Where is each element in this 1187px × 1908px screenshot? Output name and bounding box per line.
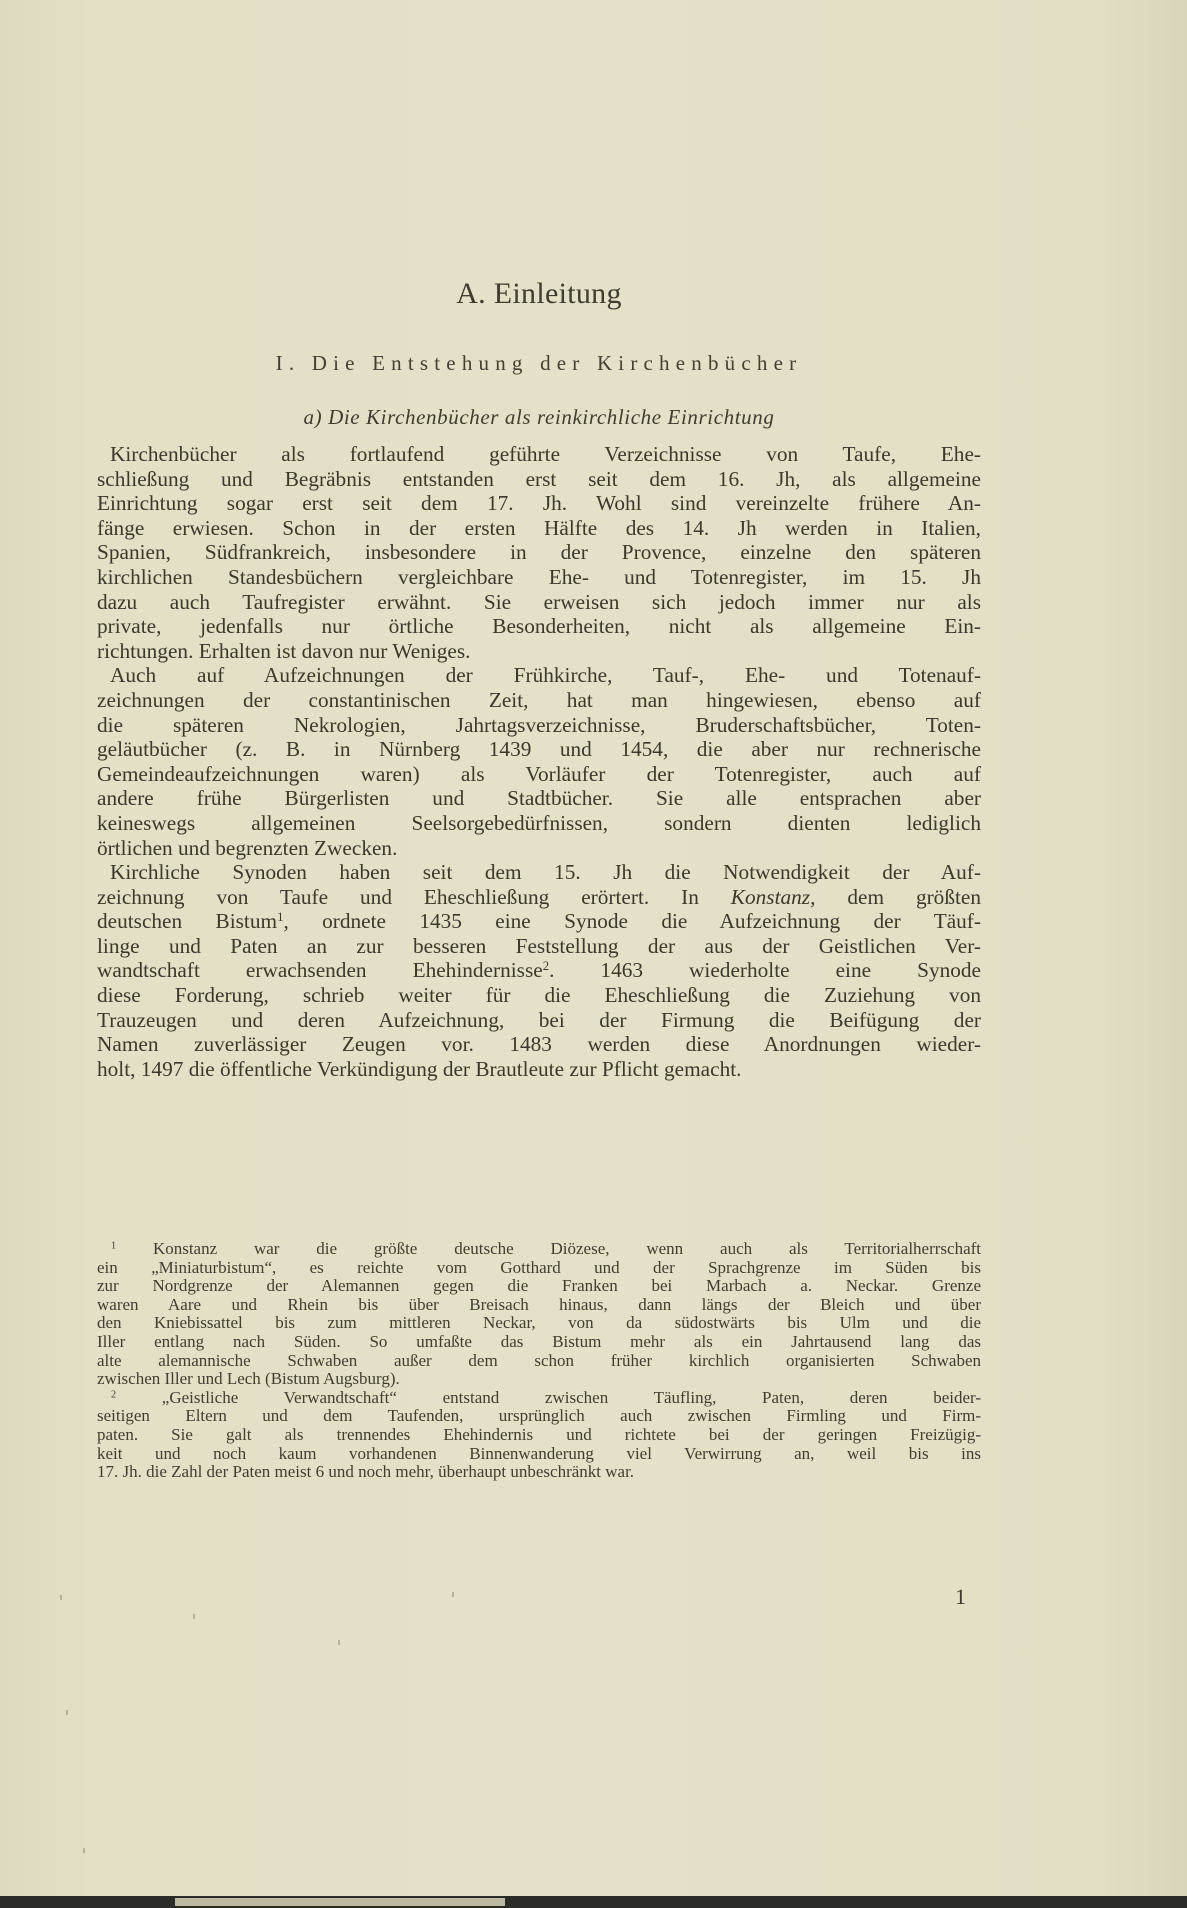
footnote-number: 1 — [111, 1240, 117, 1252]
body-line: dazu auch Taufregister erwähnt. Sie erweisen sich jedoch immer nur als — [97, 589, 981, 614]
body-line — [97, 958, 981, 983]
body-line: richtungen. Erhalten ist davon nur Weniges. — [97, 638, 471, 663]
body-line — [97, 909, 981, 934]
scan-speck — [452, 1592, 454, 1597]
section-title: I. Die Entstehung der Kirchenbücher — [275, 351, 803, 375]
footnote-line: alte alemannische Schwaben außer dem schon früher kirchlich organisierten Schwaben — [97, 1350, 981, 1370]
footnote-line: Iller entlang nach Süden. So umfaßte das Bistum mehr als ein Jahrtausend lang das — [97, 1331, 981, 1351]
subsection-title: a) Die Kirchenbücher als reinkirchliche Einrichtung — [303, 405, 775, 429]
footnotes — [97, 1240, 981, 1482]
footnote-line: zwischen Iller und Lech (Bistum Augsburg). — [97, 1369, 400, 1389]
scan-bottom-edge — [0, 1896, 1187, 1908]
footnote-line — [97, 1240, 981, 1259]
footnote-line — [97, 1389, 981, 1408]
body-line: Kirchliche Synoden haben seit dem 15. Jh die Notwendigkeit der Auf- — [110, 860, 981, 885]
footnote-line: waren Aare und Rhein bis über Breisach hinaus, dann längs der Bleich und über — [97, 1294, 981, 1314]
body-line: linge und Paten an zur besseren Feststellung der aus der Geistlichen Ver- — [97, 933, 981, 958]
body-line: keineswegs allgemeinen Seelsorgebedürfnissen, sondern dienten lediglich — [97, 810, 981, 835]
footnote-1 — [97, 1240, 981, 1389]
body-text-segment: wandtschaft erwachsenden Ehehindernisse — [97, 958, 543, 983]
footnote-line: zur Nordgrenze der Alemannen gegen die Franken bei Marbach a. Neckar. Grenze — [97, 1276, 981, 1296]
body-line: örtlichen und begrenzten Zwecken. — [97, 835, 398, 860]
paragraph-1 — [97, 442, 981, 663]
body-line: private, jedenfalls nur örtliche Besonderheiten, nicht als allgemeine Ein- — [97, 614, 981, 639]
footnote-text: Konstanz war die größte deutsche Diözese, wenn auch als Territorialherrschaft — [152, 1239, 981, 1258]
body-line: diese Forderung, schrieb weiter für die Eheschließung die Zuziehung von — [97, 983, 981, 1008]
body-line: Namen zuverlässiger Zeugen vor. 1483 werden diese Anordnungen wieder- — [97, 1032, 981, 1057]
footnote-text: „Geistliche Verwandtschaft“ entstand zwischen Täufling, Paten, deren beider- — [161, 1387, 981, 1407]
footnote-line: paten. Sie galt als trennendes Ehehindernis und richtete bei der geringen Freizügig- — [97, 1424, 981, 1444]
chapter-title: A. Einleitung — [456, 277, 622, 310]
body-line: Gemeindeaufzeichnungen waren) als Vorläufer der Totenregister, auch auf — [97, 761, 981, 786]
body-line: kirchlichen Standesbüchern vergleichbare Ehe- und Totenregister, im 15. Jh — [97, 564, 981, 589]
scan-speck — [338, 1640, 340, 1645]
body-line: andere frühe Bürgerlisten und Stadtbücher. Sie alle entsprachen aber — [97, 786, 981, 811]
footnote-line: 17. Jh. die Zahl der Paten meist 6 und noch mehr, überhaupt unbeschränkt war. — [97, 1462, 635, 1482]
paragraph-2 — [97, 663, 981, 860]
footnote-number: 2 — [111, 1389, 117, 1401]
body-text — [97, 442, 981, 1081]
scan-speck — [193, 1614, 195, 1619]
scan-speck — [66, 1710, 68, 1715]
body-line: schließung und Begräbnis entstanden erst seit dem 16. Jh, als allgemeine — [97, 466, 981, 491]
paragraph-3 — [97, 860, 981, 1081]
scan-speck — [60, 1595, 62, 1600]
body-line: Trauzeugen und deren Aufzeichnung, bei der Firmung die Beifügung der — [97, 1007, 981, 1032]
scan-speck — [83, 1848, 85, 1853]
body-text-segment: . 1463 wiederholte eine Synode — [549, 958, 981, 983]
scan-edge-highlight — [175, 1898, 505, 1906]
body-line: zeichnungen der constantinischen Zeit, hat man hingewiesen, ebenso auf — [97, 687, 981, 712]
place-name-konstanz: Konstanz, — [730, 884, 816, 909]
body-text-segment: zeichnung von Taufe und Eheschließung erörtert. In — [97, 884, 699, 909]
body-line: Auch auf Aufzeichnungen der Frühkirche, Tauf-, Ehe- und Totenauf- — [110, 663, 981, 688]
footnote-line: ein „Miniaturbistum“, es reichte vom Gotthard und der Sprachgrenze im Süden bis — [97, 1257, 981, 1277]
footnote-line: keit und noch kaum vorhandenen Binnenwanderung viel Verwirrung an, weil bis ins — [97, 1443, 981, 1463]
body-text-segment: , ordnete 1435 eine Synode die Aufzeichnung der Täuf- — [283, 909, 981, 934]
body-line: geläutbücher (z. B. in Nürnberg 1439 und 1454, die aber nur rechnerische — [97, 737, 981, 762]
body-text-segment: dem größten — [815, 884, 981, 909]
body-line: Einrichtung sogar erst seit dem 17. Jh. Wohl sind vereinzelte frühere An- — [97, 491, 981, 516]
page-number: 1 — [955, 1584, 966, 1609]
footnote-ref-2[interactable]: 2 — [542, 959, 550, 974]
body-line: holt, 1497 die öffentliche Verkündigung der Brautleute zur Pflicht gemacht. — [97, 1056, 742, 1081]
footnote-line: den Kniebissattel bis zum mittleren Neckar, von da südostwärts bis Ulm und die — [97, 1313, 981, 1333]
footnote-line: seitigen Eltern und dem Taufenden, ursprünglich auch zwischen Firmling und Firm- — [97, 1406, 981, 1426]
footnote-ref-1[interactable]: 1 — [277, 910, 284, 925]
body-line: die späteren Nekrologien, Jahrtagsverzeichnisse, Bruderschaftsbücher, Toten- — [97, 712, 981, 737]
body-line: fänge erwiesen. Schon in der ersten Hälfte des 14. Jh werden in Italien, — [97, 515, 981, 540]
body-line: Spanien, Südfrankreich, insbesondere in der Provence, einzelne den späteren — [97, 540, 981, 565]
body-line: Kirchenbücher als fortlaufend geführte Verzeichnisse von Taufe, Ehe- — [110, 442, 981, 466]
body-line — [97, 885, 981, 910]
body-text-segment: deutschen Bistum — [97, 909, 278, 934]
footnote-2 — [97, 1389, 981, 1482]
